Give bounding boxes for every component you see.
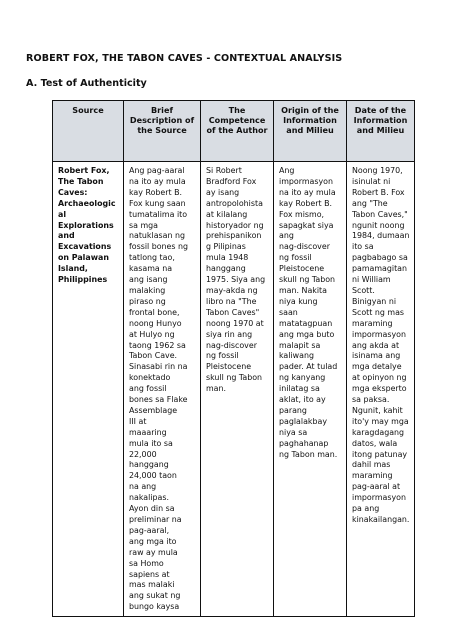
header-source-label: Source: [72, 105, 104, 115]
authenticity-table: [52, 100, 415, 617]
table-row: [53, 162, 415, 617]
header-competence: [201, 101, 274, 162]
cell-origin: [274, 162, 347, 617]
cell-competence-text: Si Robert Bradford Fox ay isang antropolohista at kilalang historyador ng prehispanikon g Pilipinas mula 1948 hanggang 1975. Siya ang may-akda ng libro na "The Tabon Caves" noong 1970 at siya rin ang nag-discover ng fossil Pleistocene skull ng Tabon man.: [206, 166, 266, 394]
table-header-row: [53, 101, 415, 162]
header-date: [347, 101, 415, 162]
cell-date: [347, 162, 415, 617]
section-heading: A. Test of Authenticity: [26, 78, 147, 89]
header-date-label: Date of the Information and Milieu: [353, 105, 408, 136]
header-origin: [274, 101, 347, 162]
cell-date-text: Noong 1970, isinulat ni Robert B. Fox ang "The Tabon Caves," ngunit noong 1984, dumaan ito sa pagbabago sa pamamagitan ni William Scott. Binigyan ni Scott ng mas maraming impormasyon ang akda at isinama ang mga detalye at opinyon ng mga eksperto sa paksa. Ngunit, kahit ito'y may mga karagdagang datos, wala itong patunay dahil mas maraming pag-aaral at impormasyon pa ang kinakailangan.: [352, 166, 410, 524]
document-title: ROBERT FOX, THE TABON CAVES - CONTEXTUAL ANALYSIS: [26, 53, 343, 64]
cell-brief-description-text: Ang pag-aaral na ito ay mula kay Robert B. Fox kung saan tumatalima ito sa mga natuklasan ng fossil bones ng tatlong tao, kasama na ang isang malaking piraso ng frontal bone, noong Hunyo at Hulyo ng taong 1962 sa Tabon Cave. Sinasabi rin na konektado ang fossil bones sa Flake Assemblage III at maaaring mula ito sa 22,000 hanggang 24,000 taon na ang nakalipas. Ayon din sa preliminar na pag-aaral, ang mga ito raw ay mula sa Homo sapiens at mas malaki ang sukat ng bungo kaysa: [129, 166, 189, 612]
cell-source: [53, 162, 124, 617]
header-source: [53, 101, 124, 162]
cell-competence: [201, 162, 274, 617]
cell-source-text: Robert Fox, The Tabon Caves: Archaeologic al Explorations and Excavations on Palawan Island, Philippines: [58, 166, 116, 285]
cell-origin-text: Ang impormasyon na ito ay mula kay Robert B. Fox mismo, sapagkat siya ang nag-discover ng fossil Pleistocene skull ng Tabon man. Nakita niya kung saan matatagpuan ang mga buto malapit sa kaliwang pader. At tulad ng kanyang inilatag sa aklat, ito ay parang paglalakbay niya sa paghahanap ng Tabon man.: [279, 166, 338, 459]
cell-brief-description: [124, 162, 201, 617]
header-origin-label: Origin of the Information and Milieu: [281, 105, 339, 136]
header-brief-description: [124, 101, 201, 162]
header-brief-description-label: Brief Description of the Source: [129, 105, 195, 136]
header-competence-label: The Competence of the Author: [206, 105, 268, 136]
